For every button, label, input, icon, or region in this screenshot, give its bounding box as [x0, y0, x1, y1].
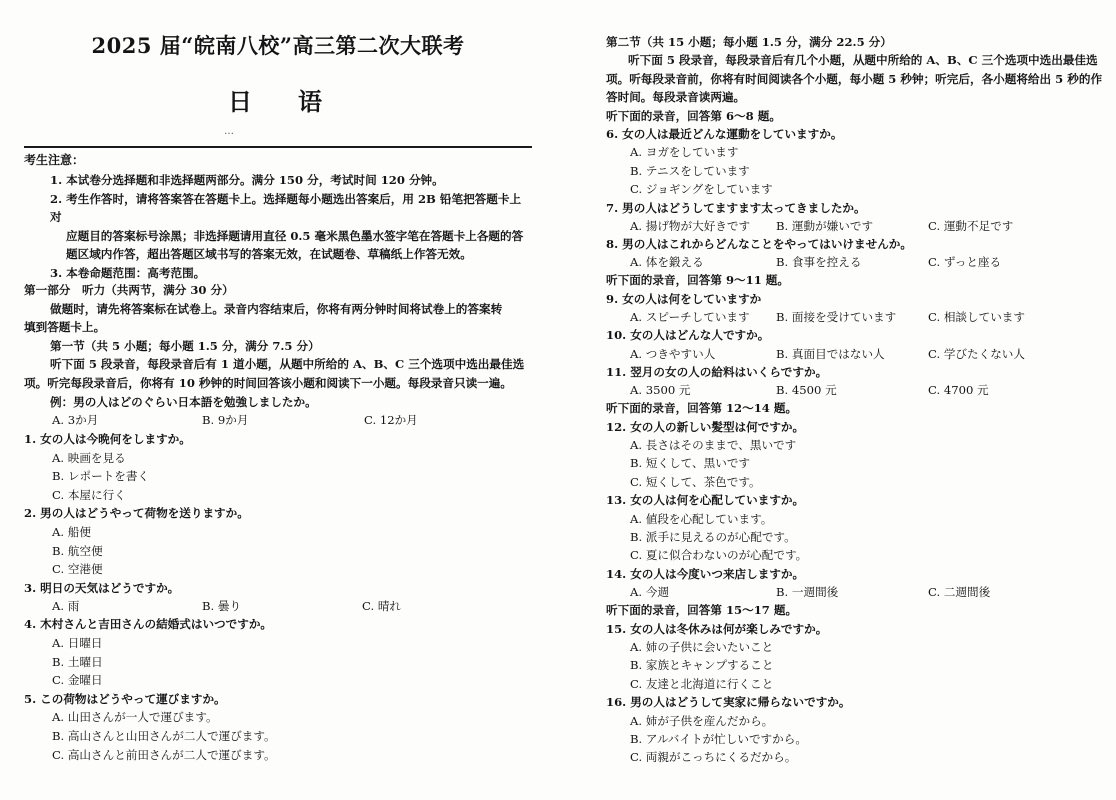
option-a: A. 今週 [630, 585, 669, 600]
notice-item: 2. 考生作答时，请将答案答在答题卡上。选择题每小题选出答案后，用 2B 铅笔把答题卡上对 [50, 191, 522, 225]
question-stem: 16. 男の人はどうして実家に帰らないですか。 [606, 695, 851, 710]
question-stem: 15. 女の人は冬休みは何が楽しみですか。 [606, 621, 828, 636]
option-b: B. 短くして、黒いです [630, 456, 751, 471]
option-c: C. 学びたくない人 [928, 346, 1025, 361]
option-b: B. 真面目ではない人 [776, 346, 885, 361]
option-c: C. 金曜日 [52, 673, 103, 688]
question-options [606, 308, 1106, 326]
question-options [606, 381, 1106, 399]
option-c: C. 空港便 [52, 562, 103, 577]
part1-intro: 填到答题卡上。 [24, 320, 106, 335]
question-stem: 5. この荷物はどうやって運びますか。 [24, 691, 226, 706]
option-b: B. 食事を控える [776, 255, 862, 270]
option-a: A. 揚げ物が大好きです [630, 219, 751, 234]
option-b: B. レポートを書く [52, 469, 150, 484]
question-stem: 14. 女の人は今度いつ来店しますか。 [606, 566, 805, 581]
group-heading: 听下面的录音，回答第 9～11 题。 [606, 273, 789, 288]
option-a: A. 体を鍛える [630, 255, 704, 270]
section2-heading: 第二节（共 15 小题；每小题 1.5 分，满分 22.5 分） [606, 35, 892, 49]
left-column [24, 0, 532, 800]
option-c: C. 友達と北海道に行くこと [630, 676, 774, 691]
question-options [606, 345, 1106, 363]
question-options [606, 217, 1106, 235]
option-a: A. 山田さんが一人で運びます。 [52, 710, 218, 725]
section1-questions [24, 430, 532, 764]
question-options [24, 597, 532, 615]
right-column [606, 0, 1106, 800]
question-stem: 8. 男の人はこれからどんなことをやってはいけませんか。 [606, 237, 912, 252]
section1-intro: 项。听完每段录音后，你将有 10 秒钟的时间回答该小题和阅读下一小题。每段录音只读一遍。 [24, 375, 512, 390]
question-stem: 13. 女の人は何を心配していますか。 [606, 493, 805, 508]
option-c: C. 4700 元 [928, 383, 989, 398]
example-options [24, 411, 532, 429]
option-b: B. 面接を受けています [776, 310, 897, 325]
question-options [606, 253, 1106, 271]
section2-intro: 答时间。每段录音读两遍。 [606, 90, 746, 105]
notice-list [50, 171, 532, 283]
question-stem: 2. 男の人はどうやって荷物を送りますか。 [24, 506, 249, 521]
option-c: C. 12か月 [364, 413, 418, 428]
option-b: B. テニスをしています [630, 163, 750, 178]
option-a: A. 日曜日 [52, 635, 103, 650]
header-divider [24, 146, 532, 148]
option-b: B. 9か月 [202, 413, 249, 428]
option-c: C. ずっと座る [928, 255, 1002, 270]
notice-item: 1. 本试卷分选择题和非选择题两部分。满分 150 分，考试时间 120 分钟。 [50, 173, 444, 187]
notice-title: 考生注意： [24, 153, 85, 167]
option-c: C. 高山さんと前田さんが二人で運びます。 [52, 747, 276, 762]
group-heading: 听下面的录音，回答第 12～14 题。 [606, 401, 798, 416]
part1-intro: 做题时，请先将答案标在试卷上。录音内容结束后，你将有两分钟时间将试卷上的答案转 [50, 301, 503, 316]
section2-block [606, 33, 1106, 767]
option-c: C. 二週間後 [928, 585, 991, 600]
option-a: A. つきやすい人 [630, 346, 716, 361]
section1-heading: 第一节（共 5 小题；每小题 1.5 分，满分 7.5 分） [50, 338, 320, 353]
question-stem: 4. 木村さんと吉田さんの結婚式はいつですか。 [24, 617, 273, 632]
option-c: C. 両親がこっちにくるだから。 [630, 750, 797, 765]
question-stem: 12. 女の人の新しい髪型は何ですか。 [606, 419, 805, 434]
question-stem: 11. 翌月の女の人の給料はいくらですか。 [606, 364, 828, 379]
option-a: A. スピーチしています [630, 310, 750, 325]
section2-intro: 项。听每段录音前，你将有时间阅读各个小题，每小题 5 秒钟；听完后，各小题将给出 5 秒的作 [606, 71, 1103, 86]
option-b: B. 高山さんと山田さんが二人で運びます。 [52, 728, 276, 743]
question-stem: 3. 明日の天気はどうですか。 [24, 580, 180, 595]
part1-heading: 第一部分 听力（共两节，满分 30 分） [24, 283, 234, 297]
option-a: A. 船便 [52, 524, 91, 539]
option-c: C. 晴れ [362, 599, 402, 614]
notice-item: 3. 本卷命题范围：高考范围。 [50, 265, 206, 280]
option-a: A. 3か月 [52, 413, 99, 428]
subject-title: 日语 [228, 87, 368, 116]
exam-title: 2025 届“皖南八校”高三第二次大联考 [91, 33, 465, 58]
example-stem: 例：男の人はどのぐらい日本語を勉強しましたか。 [50, 394, 317, 409]
option-a: A. 雨 [52, 599, 80, 614]
option-a: A. ヨガをしています [630, 145, 739, 160]
option-b: B. 航空便 [52, 543, 103, 558]
notice-item: 应题目的答案标号涂黑；非选择题请用直径 0.5 毫米黑色墨水签字笔在答题卡上各题的答 [66, 228, 524, 243]
option-b: B. 派手に見えるのが心配です。 [630, 529, 796, 544]
option-b: B. 運動が嫌いです [776, 219, 874, 234]
question-stem: 1. 女の人は今晩何をしますか。 [24, 432, 191, 446]
option-b: B. 4500 元 [776, 383, 837, 398]
option-b: B. 一週間後 [776, 585, 839, 600]
question-stem: 10. 女の人はどんな人ですか。 [606, 328, 770, 343]
option-b: B. 土曜日 [52, 654, 103, 669]
option-c: C. ジョギングをしています [630, 182, 773, 197]
question-options [606, 583, 1106, 601]
option-a: A. 姉が子供を産んだから。 [630, 713, 774, 728]
question-stem: 6. 女の人は最近どんな運動をしていますか。 [606, 127, 843, 142]
option-b: B. 曇り [202, 599, 242, 614]
option-c: C. 運動不足です [928, 219, 1014, 234]
section1-intro: 听下面 5 段录音，每段录音后有 1 道小题，从题中所给的 A、B、C 三个选项中选出最佳选 [50, 357, 525, 372]
option-a: A. 映画を見る [52, 450, 126, 465]
option-a: A. 長さはそのままで、黒いです [630, 437, 797, 452]
part1-block [24, 281, 532, 429]
option-a: A. 値段を心配しています。 [630, 511, 773, 526]
option-c: C. 夏に似合わないのが心配です。 [630, 548, 808, 563]
option-c: C. 本屋に行く [52, 487, 126, 502]
option-c: C. 短くして、茶色です。 [630, 474, 761, 489]
option-b: B. アルバイトが忙しいですから。 [630, 732, 807, 746]
notice-item: 题区域内作答，超出答题区域书写的答案无效，在试题卷、草稿纸上作答无效。 [66, 247, 472, 262]
option-c: C. 相談しています [928, 310, 1025, 325]
option-a: A. 3500 元 [630, 383, 691, 398]
group-heading: 听下面的录音，回答第 15～17 题。 [606, 603, 798, 618]
subject-mark: … [224, 126, 234, 137]
section2-intro: 听下面 5 段录音，每段录音后有几个小题，从题中所给的 A、B、C 三个选项中选出最佳选 [628, 53, 1098, 68]
option-a: A. 姉の子供に会いたいこと [630, 639, 774, 654]
group-heading: 听下面的录音，回答第 6～8 题。 [606, 108, 781, 123]
question-stem: 9. 女の人は何をしていますか [606, 291, 762, 306]
question-stem: 7. 男の人はどうしてますます太ってきましたか。 [606, 200, 866, 215]
option-b: B. 家族とキャンプすること [630, 658, 774, 673]
